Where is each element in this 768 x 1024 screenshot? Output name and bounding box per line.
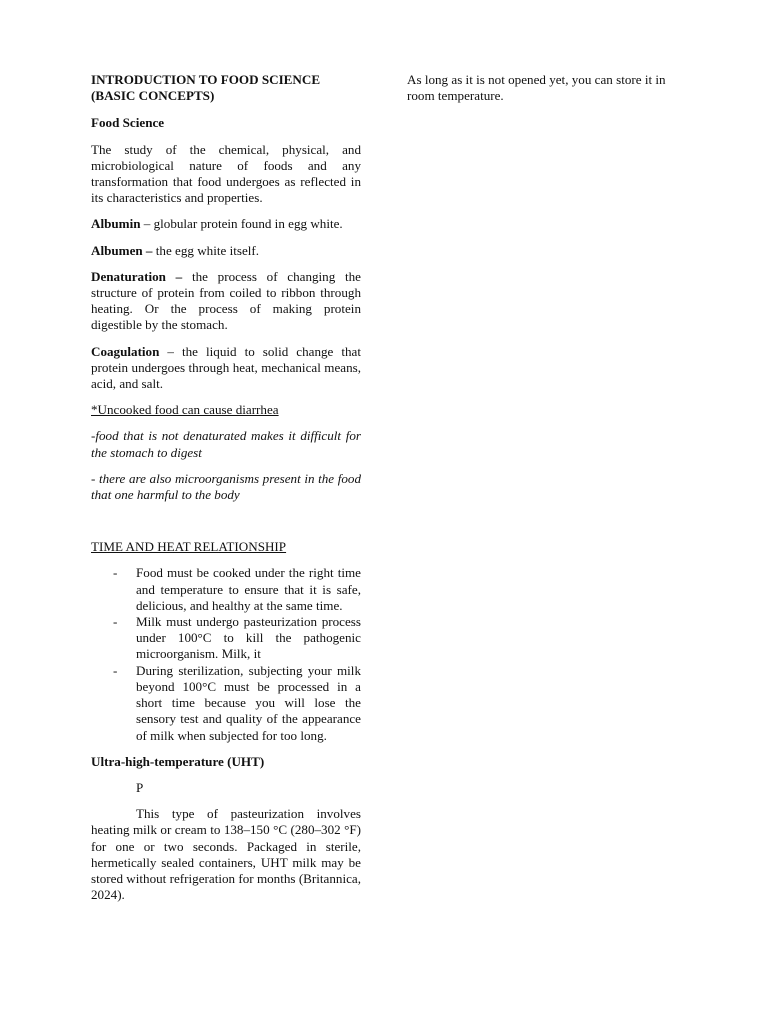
note-point: -food that is not denaturated makes it difficult for the stomach to digest xyxy=(91,428,361,460)
term-albumin xyxy=(91,216,361,232)
right-paragraph: As long as it is not opened yet, you can store it in room temperature. xyxy=(407,72,666,104)
list-item-text: Food must be cooked under the right time and temperature to ensure that it is safe, delicious, and healthy at the same time. xyxy=(136,565,361,613)
left-column xyxy=(91,72,361,913)
note-point: - there are also microorganisms present in the food that one harmful to the body xyxy=(91,470,361,503)
term-definition: globular protein found in egg white. xyxy=(153,216,343,232)
term-albumen xyxy=(91,243,361,259)
list-item xyxy=(91,565,361,614)
term-denaturation xyxy=(91,269,361,334)
time-heat-list xyxy=(91,565,361,743)
term-definition: the process of changing the structure of protein from coiled to ribbon through heating. Or the process of making protein digestible by the stomach. xyxy=(91,268,361,333)
note-heading: *Uncooked food can cause diarrhea xyxy=(91,402,279,418)
food-science-definition: The study of the chemical, physical, and microbiological nature of foods and any transformation that food undergoes as reflected in its characteristics and properties. xyxy=(91,141,361,206)
list-item xyxy=(91,663,361,744)
section-spacer xyxy=(91,513,361,539)
term-definition: the egg white itself. xyxy=(155,242,260,258)
uht-stray-letter: P xyxy=(136,779,144,795)
food-science-heading: Food Science xyxy=(91,115,165,131)
uht-heading: Ultra-high-temperature (UHT) xyxy=(91,753,265,769)
term-separator: – xyxy=(159,343,182,359)
term-definition: the liquid to solid change that protein undergoes through heat, mechanical means, acid, and salt. xyxy=(91,343,362,392)
right-column xyxy=(407,72,682,114)
term-label: Denaturation – xyxy=(91,268,183,284)
dash-bullet: - xyxy=(113,565,118,581)
list-item-text: Milk must undergo pasteurization process under 100°C to kill the pathogenic microorganism. Milk, it xyxy=(136,614,361,662)
document-title: INTRODUCTION TO FOOD SCIENCE (BASIC CONCEPTS) xyxy=(91,72,321,104)
time-heat-heading: TIME AND HEAT RELATIONSHIP xyxy=(91,539,287,555)
term-coagulation xyxy=(91,344,361,393)
term-label: Coagulation xyxy=(91,343,160,359)
uht-paragraph: This type of pasteurization involves heating milk or cream to 138–150 °C (280–302 °F) for one or two seconds. Packaged in sterile, hermetically sealed containers, UHT milk may be stored without refrigeration for months (Britannica, 2024). xyxy=(91,806,361,903)
term-label: Albumen – xyxy=(91,242,153,258)
list-item xyxy=(91,614,361,663)
dash-bullet: - xyxy=(113,662,118,678)
dash-bullet: - xyxy=(113,614,118,630)
term-separator xyxy=(182,269,192,284)
list-item-text: During sterilization, subjecting your milk beyond 100°C must be processed in a short time because you will lose the sensory test and quality of the appearance of milk when subjected for too long. xyxy=(136,662,361,743)
term-label: Albumin xyxy=(91,216,141,232)
term-separator: – xyxy=(140,216,154,232)
